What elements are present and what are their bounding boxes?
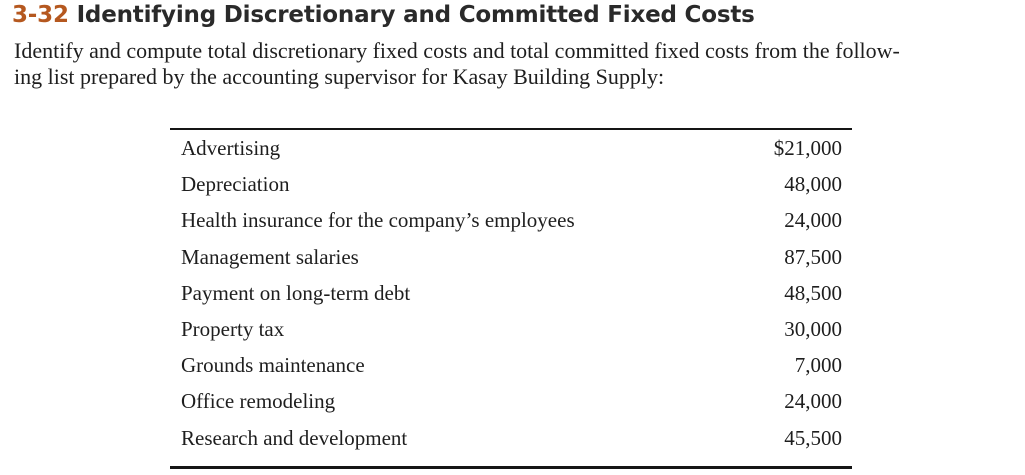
cost-amount: 24,000 — [784, 208, 842, 233]
cost-item-label: Health insurance for the company’s employees — [181, 208, 575, 233]
cost-item-label: Research and development — [181, 425, 408, 450]
table-row — [170, 136, 852, 172]
cost-amount: 48,000 — [784, 172, 842, 197]
cost-amount: 7,000 — [794, 353, 842, 378]
table-row — [170, 389, 852, 425]
cost-item-label: Payment on long-term debt — [181, 280, 411, 305]
problem-statement-line-1: Identify and compute total discretionary fixed costs and total committed fixed costs from the follow- — [14, 38, 900, 63]
problem-heading — [12, 2, 755, 28]
table-row — [170, 353, 852, 389]
table-row — [170, 317, 852, 353]
cost-item-label: Advertising — [181, 136, 281, 160]
table-row — [170, 172, 852, 208]
problem-title: Identifying Discretionary and Committed Fixed Costs — [76, 2, 755, 28]
problem-statement-line-2: ing list prepared by the accounting supervisor for Kasay Building Supply: — [14, 64, 665, 89]
cost-amount: 87,500 — [784, 244, 842, 269]
cost-item-label: Office remodeling — [181, 389, 336, 414]
cost-amount: 48,500 — [784, 280, 842, 305]
cost-item-label: Depreciation — [181, 172, 290, 197]
cost-item-label: Property tax — [181, 316, 285, 341]
cost-amount: 30,000 — [784, 316, 842, 341]
table-row — [170, 208, 852, 244]
cost-table — [170, 128, 852, 469]
table-row — [170, 426, 852, 462]
table-row — [170, 245, 852, 281]
cost-amount: 24,000 — [784, 389, 842, 414]
table-row — [170, 281, 852, 317]
cost-item-label: Grounds maintenance — [181, 353, 365, 378]
cost-item-label: Management salaries — [181, 244, 359, 269]
cost-amount: 45,500 — [784, 425, 842, 450]
problem-number: 3-32 — [12, 2, 69, 28]
cost-amount: $21,000 — [773, 136, 842, 160]
problem-statement — [14, 38, 1014, 90]
